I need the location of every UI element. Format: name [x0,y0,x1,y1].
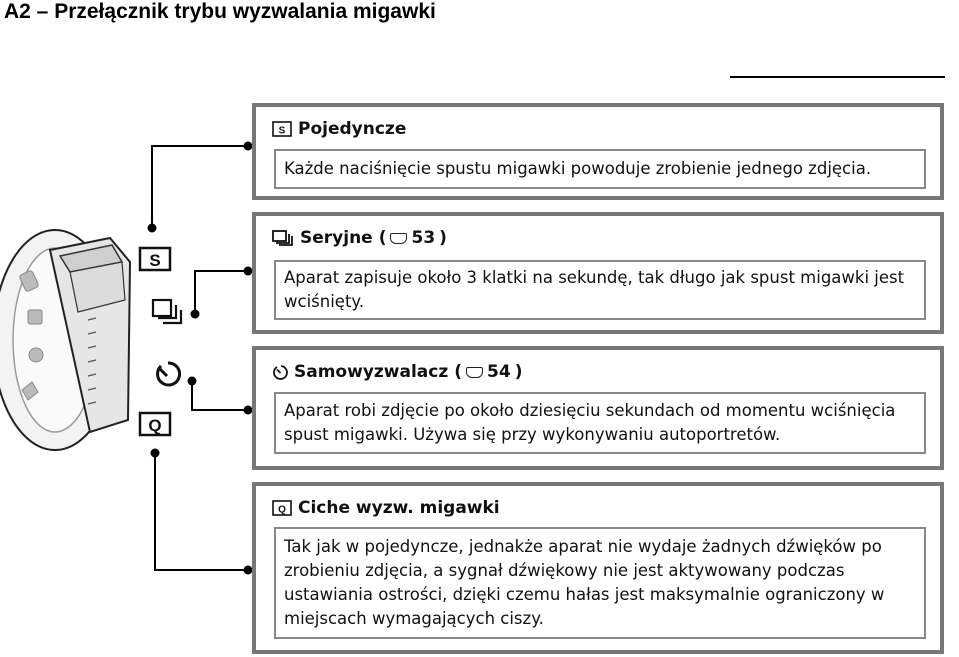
dial-label-q: Q [148,416,162,435]
mode-dial-illustration [0,230,130,450]
mode-description-continuous: Aparat zapisuje około 3 klatki na sekundę, tak długo jak spust migawki jest wciśnięty. [274,260,926,320]
dial-label-s: S [149,251,161,270]
page-title: A2 – Przełącznik trybu wyzwalania migawki [4,0,436,23]
mode-heading-self-timer [272,362,522,382]
mode-description-single: Każde naciśnięcie spustu migawki powoduje zrobienie jednego zdjęcia. [274,149,926,189]
page-number-continuous: 53 [411,228,436,248]
dial-symbol-continuous [153,300,181,323]
mode-box-quiet [252,482,944,654]
mode-heading-single [272,119,406,139]
dial-symbol-single [140,248,170,270]
dial-symbol-quiet [140,413,170,435]
quiet-shutter-icon [272,500,292,516]
connector-lines [152,146,248,570]
mode-name-continuous: Seryjne [300,228,373,248]
page-reference-self-timer: ( 54 ) [454,362,523,382]
mode-heading-continuous [272,228,447,248]
self-timer-icon [272,364,288,380]
connector-dots [148,142,253,575]
mode-name-single: Pojedyncze [298,119,407,139]
mode-box-single [252,103,944,200]
mode-name-self-timer: Samowyzwalacz [294,362,449,382]
single-frame-icon [272,121,292,137]
mode-box-continuous [252,212,944,334]
mode-description-quiet: Tak jak w pojedyncze, jednakże aparat nie wydaje żadnych dźwięków po zrobieniu zdjęcia, a sygnał dźwiękowy nie jest aktywowany podczas ustawiania ostrości, dzięki czemu hałas jest maksymalnie ograniczony w miejscach wymagających ciszy. [274,527,926,639]
page-number-self-timer: 54 [487,362,511,382]
mode-name-quiet: Ciche wyzw. migawki [298,498,500,518]
book-icon [466,367,483,378]
page-reference-continuous: ( 53 ) [378,228,447,248]
svg-text:S: S [278,125,286,137]
mode-heading-quiet [272,498,500,518]
continuous-icon [272,230,294,246]
svg-text:Q: Q [278,504,286,516]
mode-box-self-timer [252,346,944,470]
mode-description-self-timer: Aparat robi zdjęcie po około dziesięciu sekundach od momentu wciśnięcia spust migawki. Używa się przy wykonywaniu autoportretów. [274,392,926,454]
dial-symbol-self-timer [158,363,180,385]
book-icon [390,233,407,244]
